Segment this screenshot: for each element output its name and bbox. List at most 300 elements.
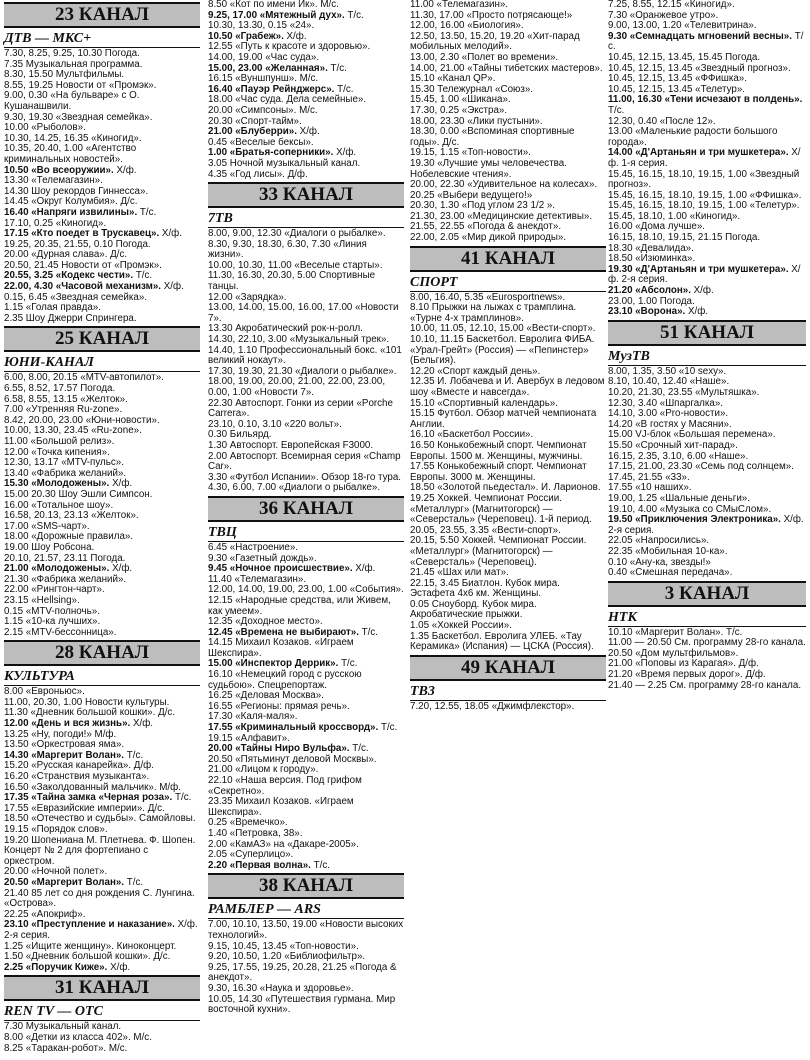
program-suffix: Х/ф. — [107, 961, 131, 973]
program-title: 15.45, 16.15, 18.10, 19.15, 1.00 «Звездный прогноз». — [608, 168, 800, 191]
program-title: 11.30, 16.30, 20.30, 5.00 Спортивные танцы. — [208, 270, 376, 293]
program-entry — [410, 600, 606, 621]
program-title: 12.55 «Путь к красоте и здоровью». — [208, 41, 371, 53]
program-entry — [208, 303, 404, 324]
program-title: 9.25, 17.00 «Мятежный дух». — [208, 9, 345, 21]
program-title: 11.30, 17.00 «Просто потрясающе!» — [410, 9, 573, 21]
program-title: 20.50 «Дом мультфильмов». — [608, 647, 739, 659]
program-title: 16.40 «Пауэр Рейнджерс». — [208, 83, 335, 95]
program-title: 10.45, 12.15, 13.45 «Звездный прогноз». — [608, 62, 791, 74]
program-title: 0.30 Бильярд. — [208, 429, 272, 441]
program-title: 19.10, 4.00 «Музыка со СМыСлом». — [608, 503, 772, 515]
program-title: 18.30 «Девалида». — [608, 242, 694, 254]
program-title: 16.15, 18.10, 19.15, 21.15 Погода. — [608, 232, 761, 244]
program-title: 17.55 «10 наших». — [608, 482, 692, 494]
program-title: 14.00, 19.00 «Час суда». — [208, 51, 320, 63]
program-title: 14.15 Михаил Козаков. «Играем Шекспира». — [208, 637, 354, 659]
program-title: 21.30, 23.00 «Медицинские детективы». — [410, 210, 593, 222]
program-title: 8.00, 1.35, 3.50 «10 sexy». — [608, 365, 727, 377]
program-suffix: Т/с. — [608, 30, 804, 53]
program-entry — [410, 377, 606, 398]
program-title: 19.50 «Приключения Электроника». — [608, 514, 781, 526]
program-suffix: Т/с. — [608, 104, 625, 116]
program-title: 0.05 Сноуборд. Кубок мира. Акробатические прыжки. — [410, 598, 537, 621]
column-3 — [410, 0, 606, 712]
program-suffix: Т/с. — [349, 743, 369, 755]
program-title: 17.15, 21.00, 23.30 «Семь под солнцем». — [608, 461, 794, 473]
program-entry — [4, 144, 200, 165]
program-title: 4.30, 6.00, 7.00 «Диалоги о рыбалке». — [208, 482, 381, 494]
program-title: 16.25 «Деловая Москва». — [208, 690, 324, 702]
program-title: 21.40 85 лет со дня рождения С. Лунгина. «Острова». — [4, 887, 195, 910]
program-title: 20.00 «Дурная слава». Д/с. — [4, 249, 128, 261]
program-title: 13.40 «Фабрика желаний». — [4, 467, 127, 479]
program-title: 10.30, 14.25, 16.35 «Киногид». — [4, 132, 142, 144]
program-title: 10.10, 11.15 Баскетбол. Евролига ФИБА. «Урал-Грейт» (Россия) — «Пепинстер» (Бельгия). — [410, 334, 595, 367]
program-suffix: Х/ф. — [333, 147, 357, 159]
program-title: 2.00 Автоспорт. Всемирная серия «Champ Car». — [208, 450, 401, 473]
program-entry — [608, 568, 806, 579]
program-entry — [4, 889, 200, 910]
program-title: 7.25, 8.55, 12.15 «Киногид». — [608, 0, 735, 10]
program-title: 19.25 Хоккей. Чемпионат России. «Металлург» (Магнитогорск) — «Северсталь» (Череповец). 1-й период. — [410, 492, 592, 526]
program-title: 10.45, 12.15, 13.45, 15.45 Погода. — [608, 51, 761, 63]
program-entry — [208, 170, 404, 181]
program-entry — [4, 836, 200, 868]
program-title: 8.10, 10.40, 12.40 «Наше». — [608, 376, 730, 388]
program-title: 22.00 «Рингтон-чарт». — [4, 584, 105, 596]
program-title: 14.40, 1.10 Профессиональный бокс. «101 великий нокаут». — [208, 344, 402, 367]
program-title: 2.20 «Первая волна». — [208, 859, 311, 871]
program-suffix: Х/ф. — [109, 478, 133, 490]
program-suffix: Т/с. — [310, 859, 330, 871]
program-title: 15.45, 18.10, 1.00 «Киногид». — [608, 210, 741, 222]
program-title: 20.25 «Выбери ведущего!» — [410, 189, 533, 201]
program-title: 23.35 Михаил Козаков. «Играем Шекспира». — [208, 796, 354, 818]
program-title: 15.10 «Спортивный календарь». — [410, 397, 558, 409]
program-title: 7.00, 10.10, 13.50, 19.00 «Новости высоких технологий». — [208, 919, 404, 941]
channel-section — [4, 326, 200, 638]
program-title: 7.30 Музыкальный канал. — [4, 1021, 122, 1033]
program-title: 13.00, 2.30 «Полет во времени». — [410, 51, 559, 63]
channel-name: МузТВ — [608, 349, 806, 366]
program-entry — [410, 441, 606, 462]
program-entry — [208, 776, 404, 797]
program-entry — [208, 399, 404, 420]
program-title: 17.15 «Кто поедет в Трускавец». — [4, 228, 160, 240]
program-title: 11.00 «Большой релиз». — [4, 436, 115, 447]
program-title: 16.50 Конькобежный спорт. Чемпионат Европы. 1500 м. Женщины, мужчины. — [410, 439, 587, 462]
program-entry — [410, 702, 606, 713]
program-title: 10.00 «Рыболов». — [4, 122, 86, 134]
program-title: 15.10 «Канал QP». — [410, 73, 496, 85]
program-title: 3.30 «Футбол Испании». Обзор 18-го тура. — [208, 471, 402, 483]
program-title: 20.30, 1.30 «Под углом 23 1/2 ». — [410, 200, 556, 212]
program-entry — [410, 303, 606, 324]
program-title: 9.25, 17.55, 19.25, 20.28, 21.25 «Погода & анекдот». — [208, 961, 397, 984]
program-title: 7.30, 8.25, 9.25, 10.30 Погода. — [4, 48, 140, 59]
program-title: 11.00 — 20.50 См. программу 28-го канала. — [608, 637, 806, 649]
program-title: 22.25 «Апокриф». — [4, 908, 86, 920]
program-entry — [208, 861, 404, 872]
program-title: 18.50 «Золотой пьедестал». И. Ларионов. — [410, 482, 601, 494]
program-title: 19.15, 1.15 «Топ-новости». — [410, 147, 531, 159]
program-title: 13.30 Акробатический рок-н-ролл. — [208, 323, 363, 335]
program-title: 7.00 «Утренняя Ru-zone». — [4, 404, 123, 416]
program-suffix: Х/ф. — [161, 281, 184, 293]
program-entry — [608, 515, 806, 536]
channel-name: РАМБЛЕР — ARS — [208, 902, 404, 919]
program-title: 16.58, 20.13, 23.13 «Желток». — [4, 510, 139, 522]
program-title: 11.00, 16.30 «Тени исчезают в полдень». — [608, 94, 803, 106]
program-title: 19.30 «Д'Артаньян и три мушкетера». — [608, 263, 789, 275]
program-title: 17.00 «SMS-чарт». — [4, 520, 90, 532]
channel-number-band: 28 КАНАЛ — [4, 640, 200, 666]
program-title: 10.20, 21.30, 23.55 «Мультяшка». — [608, 387, 760, 398]
program-title: 15.00 VJ-блок «Большая перемена». — [608, 429, 776, 441]
program-title: 8.00, 16.40, 5.35 «Eurosportnews». — [410, 291, 566, 303]
program-title: 10.50 «Во всеоружии». — [4, 164, 114, 176]
program-title: 20.05, 23.55, 3.35 «Вести-спорт». — [410, 524, 561, 536]
program-title: 21.00 «Блуберри». — [208, 126, 297, 138]
program-title: 14.10, 3.00 «Pro-новости». — [608, 408, 729, 420]
program-title: 16.40 «Напряги извилины». — [4, 206, 138, 218]
program-title: 19.15 «Алфавит». — [208, 732, 290, 744]
program-title: 0.40 «Смешная передача». — [608, 567, 733, 579]
program-entry — [608, 127, 806, 148]
program-title: 23.15 «Hellsing». — [4, 594, 80, 606]
program-suffix: Х/ф. — [690, 285, 714, 297]
column-4 — [608, 0, 806, 691]
program-entry — [608, 265, 806, 286]
program-title: 12.20 «Спорт каждый день». — [410, 365, 541, 377]
program-title: 12.00 «День и вся жизнь». — [4, 718, 131, 730]
channel-number-band: 51 КАНАЛ — [608, 320, 806, 346]
program-entry — [4, 920, 200, 941]
program-title: 15.20 «Русская канарейка». Д/ф. — [4, 760, 154, 772]
program-title: 22.05 «Напросились». — [608, 535, 710, 547]
program-title: 1.05 «Хоккей России». — [410, 620, 512, 632]
channel-section — [4, 640, 200, 973]
channel-number-band: 3 КАНАЛ — [608, 581, 806, 607]
program-title: 21.20 «Время первых дорог». Д/ф. — [608, 669, 766, 681]
program-title: 12.00 «Зарядка». — [208, 291, 287, 303]
program-suffix: Т/с. — [124, 749, 144, 761]
program-entry — [410, 462, 606, 483]
program-entry — [208, 995, 404, 1016]
program-title: 20.30 «Спорт-тайм». — [208, 115, 302, 127]
program-title: 8.30, 15.50 Мультфильмы. — [4, 69, 125, 81]
program-title: 21.30 «Фабрика желаний». — [4, 573, 127, 585]
program-title: 4.35 «Год лисы». Д/ф. — [208, 168, 308, 180]
program-title: 1.00 «Братья-соперники». — [208, 147, 334, 159]
channel-number-band: 33 КАНАЛ — [208, 182, 404, 208]
program-title: 1.50 «Дневник большой кошки». Д/с. — [4, 951, 171, 963]
program-entry — [4, 91, 200, 112]
channel-number-band: 25 КАНАЛ — [4, 326, 200, 352]
program-suffix: Х/ф. — [685, 306, 709, 318]
program-title: 1.25 «Ищите женщину». Киноконцерт. — [4, 940, 177, 952]
program-title: 8.00, 9.00, 12.30 «Диалоги о рыбалке». — [208, 228, 386, 240]
channel-number-band: 36 КАНАЛ — [208, 496, 404, 522]
program-suffix: Х/ф. — [113, 164, 137, 176]
program-title: 9.30, 19.30 «Звездная семейка». — [4, 111, 153, 123]
program-title: 19.20 Шопениана М. Плетнева. Ф. Шопен. Концерт № 2 для фортепиано с оркестром. — [4, 834, 196, 867]
program-title: 20.15, 5.50 Хоккей. Чемпионат России. «Металлург» (Магнитогорск) — «Северсталь» (Череповец). — [410, 535, 587, 568]
program-title: 15.45, 1.00 «Шикана». — [410, 94, 511, 106]
program-title: 0.45 «Веселые бексы». — [208, 136, 314, 148]
program-title: 2.35 Шоу Джерри Спрингера. — [4, 312, 137, 324]
program-title: 16.55 «Регионы: прямая речь». — [208, 700, 350, 712]
program-title: 23.00, 1.00 Погода. — [608, 295, 695, 307]
program-entry — [208, 346, 404, 367]
program-title: 10.00, 10.30, 11.00 «Веселые старты». — [208, 259, 383, 271]
program-title: 10.50 «Грабеж». — [208, 30, 284, 42]
program-title: 10.35, 20.40, 1.00 «Агентство криминальных новостей». — [4, 143, 137, 165]
channel-name: НТК — [608, 610, 806, 627]
program-title: 12.00, 14.00, 19.00, 23.00, 1.00 «События». — [208, 584, 404, 596]
program-title: 12.15 «Народные средства, или Живем, как умеем». — [208, 594, 391, 617]
program-entry — [410, 494, 606, 526]
program-title: 13.25 «Ну, погоди!» М/ф. — [4, 728, 117, 740]
program-title: 14.45 «Округ Колумбия». Д/с. — [4, 196, 138, 208]
program-title: 8.55, 19.25 Новости от «Промэк». — [4, 79, 157, 91]
program-title: 19.25, 20.35, 21.55, 0.10 Погода. — [4, 238, 151, 250]
program-suffix: Х/ф. — [159, 228, 182, 240]
program-title: 9.30, 16.30 «Наука и здоровье». — [208, 982, 354, 994]
program-entry — [410, 579, 606, 600]
program-title: 9.00, 0.30 «На бульваре» с О. Кушанашвили. — [4, 90, 140, 112]
program-suffix: Х/ф. 2-я серия. — [608, 514, 804, 536]
program-title: 19.00, 1.25 «Шальные деньги». — [608, 492, 750, 504]
program-title: 9.00, 13.00, 1.20 «Телевитрина». — [608, 20, 757, 32]
program-suffix: Т/с. — [172, 792, 192, 804]
program-title: 10.00, 13.30, 23.45 «Ru-zone». — [4, 425, 142, 437]
column-2 — [208, 0, 404, 1016]
program-title: 6.55, 8.52, 17.57 Погода. — [4, 383, 116, 395]
program-entry — [410, 127, 606, 148]
program-title: 7.35 Музыкальная программа. — [4, 58, 143, 70]
program-suffix: Х/ф. 2-я серия. — [4, 919, 198, 941]
program-title: 20.10, 21.57, 23.11 Погода. — [4, 552, 126, 564]
program-title: 22.10 «Наша версия. Под грифом «Секретно». — [208, 775, 362, 797]
program-entry — [208, 596, 404, 617]
program-entry — [4, 1044, 200, 1055]
program-title: 12.00, 16.00 «Биология». — [410, 20, 524, 32]
program-title: 17.35 «Тайна замка «Черная роза». — [4, 792, 173, 804]
program-title: 15.00 20.30 Шоу Эшли Симпсон. — [4, 488, 153, 500]
program-title: 6.58, 8.55, 13.15 «Желток». — [4, 393, 128, 405]
program-title: 11.40 «Телемагазин». — [208, 573, 307, 585]
program-title: 14.00, 21.00 «Тайны тибетских мастеров». — [410, 62, 603, 74]
program-title: 8.00 «Евроньюс». — [4, 686, 85, 698]
program-entry — [410, 233, 606, 244]
program-title: 17.30, 19.30, 21.30 «Диалоги о рыбалке». — [208, 365, 397, 377]
channel-section — [608, 0, 806, 318]
program-suffix: Х/ф. — [109, 563, 133, 575]
program-suffix: Х/ф. — [130, 718, 154, 730]
program-entry — [608, 32, 806, 53]
program-title: 12.30, 13.17 «MTV-пульс». — [4, 457, 124, 469]
program-title: 14.30 Шоу рекордов Гиннесса». — [4, 185, 149, 197]
program-title: 15.00 «Инспектор Деррик». — [208, 658, 339, 670]
program-title: 10.10 «Маргерит Волан». Т/с. — [608, 626, 743, 638]
program-title: 18.00, 23.30 «Лики пустыни». — [410, 115, 543, 127]
channel-section — [410, 246, 606, 653]
program-title: 16.15, 2.35, 3.10, 6.00 «Наше». — [608, 450, 749, 462]
program-title: 1.30 Автоспорт. Европейская F3000. — [208, 439, 374, 451]
program-entry — [208, 271, 404, 292]
program-title: 21.00 «Молодожены». — [4, 563, 110, 575]
program-suffix: Х/ф. 1-я серия. — [608, 147, 801, 169]
program-title: 9.45 «Ночное происшествие». — [208, 563, 353, 575]
program-title: 19.15 «Порядок слов». — [4, 824, 108, 835]
program-title: 11.00 «Телемагазин». — [410, 0, 509, 10]
program-suffix: Т/с. — [124, 876, 144, 888]
program-title: 6.45 «Настроение». — [208, 541, 298, 553]
program-title: 15.30 Тележурнал «Союз». — [410, 83, 534, 95]
program-title: 6.00, 8.00, 20.15 «MTV-автопилот». — [4, 372, 164, 384]
program-title: 20.55, 3.25 «Кодекс чести». — [4, 270, 134, 282]
program-suffix: Т/с. — [358, 626, 378, 638]
channel-section — [208, 496, 404, 871]
program-title: 0.10 «Ану-ка, звезды!» — [608, 556, 711, 568]
program-title: 17.55 Конькобежный спорт. Чемпионат Европы. 3000 м. Женщины. — [410, 461, 587, 483]
program-title: 13.30 «Телемагазин». — [4, 175, 103, 187]
program-entry — [410, 409, 606, 430]
program-title: 21.00 «Лицом к городу». — [208, 764, 319, 776]
program-title: 21.00 «Поповы из Карагая». Д/ф. — [608, 658, 759, 670]
program-title: 22.30 Автоспорт. Гонки из серии «Porche Carrera». — [208, 397, 393, 420]
program-title: 16.10 «Баскетбол России». — [410, 429, 534, 441]
program-title: 20.00, 22.30 «Удивительное на колесах». — [410, 179, 598, 191]
program-title: 16.15 «Вуншпунш». М/с. — [208, 73, 319, 85]
program-title: 9.30 «Газетный дождь». — [208, 552, 317, 564]
channel-section — [4, 975, 200, 1054]
channel-name: ТВЦ — [208, 525, 404, 542]
program-title: 23.10 «Ворона». — [608, 306, 686, 318]
channel-number-band: 23 КАНАЛ — [4, 2, 200, 28]
program-suffix: Х/ф. 2-я серия. — [608, 263, 801, 286]
program-title: 15.15 Футбол. Обзор матчей чемпионата Англии. — [410, 408, 597, 430]
program-title: 12.30, 0.40 «После 12». — [608, 115, 716, 127]
program-title: 0.25 «Времечко». — [208, 817, 288, 829]
program-title: 18.50 «Изюминка». — [608, 253, 696, 265]
channel-name: ДТВ — МКС+ — [4, 31, 200, 48]
program-title: 2.05 «Суперлицо». — [208, 849, 294, 861]
program-title: 10.45, 12.15, 13.45 «Телетур». — [608, 83, 746, 95]
program-title: 14.00 «Д'Артаньян и три мушкетера». — [608, 147, 789, 159]
program-title: 22.00, 2.05 «Мир дикой природы». — [410, 232, 567, 244]
channel-number-band: 31 КАНАЛ — [4, 975, 200, 1001]
program-title: 17.30, 0.25 «Экстра». — [410, 104, 508, 116]
program-title: 0.15, 6.45 «Звездная семейка». — [4, 291, 147, 303]
program-entry — [208, 452, 404, 473]
program-entry — [410, 536, 606, 568]
program-suffix: Х/ф. — [296, 126, 320, 138]
program-title: 20.00 «Симпсоны». М/с. — [208, 104, 318, 116]
program-suffix: Х/ф. — [283, 30, 307, 42]
channel-number-band: 38 КАНАЛ — [208, 873, 404, 899]
program-entry — [608, 307, 806, 318]
program-suffix: Т/с. — [334, 83, 354, 95]
channel-section — [208, 0, 404, 180]
program-title: 17.55 «Евразийские империи». Д/с. — [4, 802, 165, 814]
program-title: 13.00 «Маленькие радости большого города». — [608, 126, 778, 148]
program-entry — [410, 159, 606, 180]
program-title: 1.40 «Петровка, 38». — [208, 827, 303, 839]
program-entry — [608, 148, 806, 169]
program-title: 1.15 «Голая правда». — [4, 302, 101, 314]
program-title: 18.00, 19.00, 20.00, 21.00, 22.00, 23.00, 0.00, 1.00 «Новости 7». — [208, 376, 386, 398]
program-entry — [208, 240, 404, 261]
channel-number-band: 49 КАНАЛ — [410, 655, 606, 681]
program-title: 10.00, 11.05, 12.10, 15.00 «Вести-спорт». — [410, 323, 596, 335]
channel-section — [208, 873, 404, 1015]
program-title: 8.30, 9.30, 18.30, 6.30, 7.30 «Линия жизни». — [208, 238, 367, 261]
program-title: 16.10 «Немецкий город с русскою судьбою». Спецрепортаж. — [208, 669, 362, 691]
program-title: 8.00 «Детки из класса 402». М/с. — [4, 1031, 152, 1043]
channel-name: СПОРТ — [410, 275, 606, 292]
program-title: 16.50 «Заколдованный мальчик». М/ф. — [4, 781, 181, 793]
program-title: 10.05, 14.30 «Путешествия гурмана. Мир восточной кухни». — [208, 993, 396, 1016]
program-title: 20.50 «Маргерит Волан». — [4, 876, 125, 888]
program-entry — [208, 483, 404, 494]
program-title: 12.30, 3.40 «Шпаргалка». — [608, 397, 724, 409]
program-title: 18.00 «Дорожные правила». — [4, 531, 134, 543]
program-suffix: Т/с. — [133, 270, 153, 282]
program-entry — [410, 632, 606, 653]
program-title: 11.30 «Дневник большой кошки». Д/с. — [4, 707, 176, 719]
program-title: 15.30 «Молодожены». — [4, 478, 110, 490]
program-title: 10.30, 13.30, 0.15 «24». — [208, 20, 315, 32]
program-title: 13.00, 14.00, 15.00, 16.00, 17.00 «Новости 7». — [208, 302, 399, 324]
program-entry — [208, 377, 404, 398]
program-title: 21.20 «Абсолон». — [608, 285, 691, 297]
program-title: 12.50, 13.50, 15.20, 19.20 «Хит-парад мобильных мелодий». — [410, 30, 580, 53]
program-entry — [608, 95, 806, 116]
program-entry — [208, 920, 404, 941]
program-title: 8.42, 20.00, 23.00 «Юни-новости». — [4, 414, 160, 426]
program-title: 16.00 «Тотальное шоу». — [4, 499, 114, 511]
channel-section — [4, 2, 200, 324]
program-title: 21.45 «Шах или мат». — [410, 567, 509, 579]
program-title: 9.15, 10.45, 13.45 «Топ-новости». — [208, 940, 359, 952]
program-suffix: Т/с. — [327, 62, 347, 74]
program-title: 11.00, 20.30, 1.00 Новости культуры. — [4, 696, 170, 708]
program-title: 7.20, 12.55, 18.05 «Джимфлекстор». — [410, 700, 575, 712]
program-title: 22.00, 4.30 «Часовой механизм». — [4, 281, 162, 293]
program-suffix: Х/ф. — [352, 563, 376, 575]
program-entry — [410, 32, 606, 53]
program-entry — [4, 963, 200, 974]
program-entry — [608, 681, 806, 692]
channel-section — [608, 320, 806, 579]
program-suffix: Т/с. — [378, 722, 398, 734]
program-title: 15.45, 16.15, 18.10, 19.15, 1.00 «Телетур». — [608, 200, 800, 212]
program-title: 1.15 «10-ка лучших». — [4, 616, 101, 628]
program-title: 17.55 «Криминальный кроссворд». — [208, 722, 379, 734]
program-title: 14.30 «Маргерит Волан». — [4, 749, 125, 761]
program-entry — [4, 314, 200, 325]
program-entry — [4, 628, 200, 639]
program-title: 18.30, 0.00 «Вспоминая спортивные годы». Д/с. — [410, 126, 575, 148]
channel-name: ЮНИ-КАНАЛ — [4, 355, 200, 372]
program-title: 20.00 «Тайны Ниро Вульфа». — [208, 743, 350, 755]
program-title: 8.50 «Кот по имени Ик». М/с. — [208, 0, 339, 10]
program-title: 0.15 «MTV-полночь». — [4, 605, 100, 617]
column-1 — [4, 0, 200, 1054]
